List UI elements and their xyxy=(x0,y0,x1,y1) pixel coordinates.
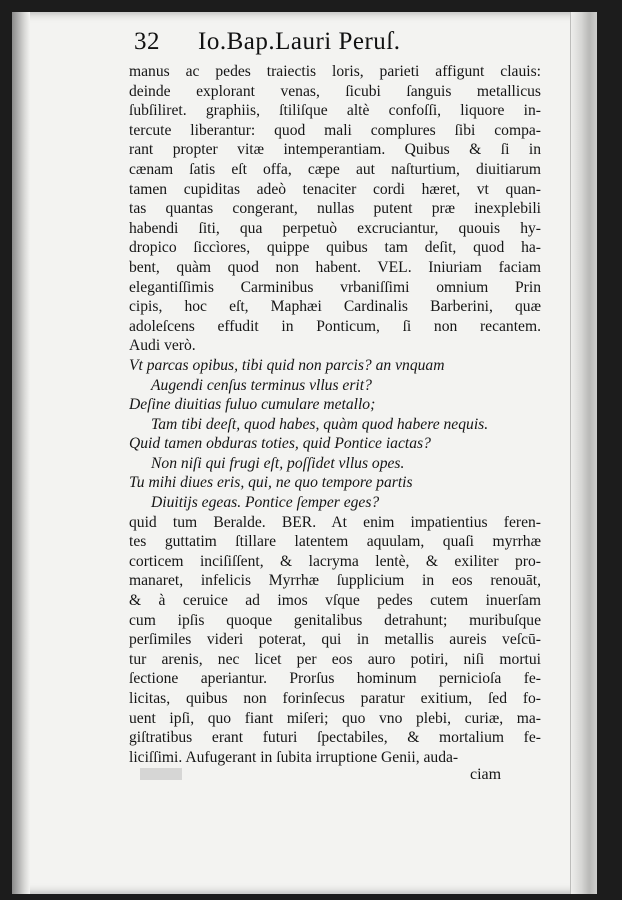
text-line: dropico ſiccìores, quippe quibus tam deſit, quod ha- xyxy=(129,239,541,257)
text-line: licitas, quibus non forinſecus paratur exitium, ſed fo- xyxy=(129,690,541,707)
page-header xyxy=(134,28,514,60)
text-line: cipis, hoc eſt, Maphæi Cardinalis Barberini, quæ xyxy=(129,298,541,316)
text-line: giſtratibus erant futuri ſpectabiles, & mortalium fe- xyxy=(129,729,541,747)
text-line: manaret, infelicis Myrrhæ ſupplicium in eos renouāt, xyxy=(129,572,541,590)
text-line: uent ipſi, quo fiant miſeri; quo vno plebi, curiæ, ma- xyxy=(129,709,541,727)
poem-line: Vt parcas opibus, tibi quid non parcis? an vnquam xyxy=(129,356,445,374)
text-line: ſubſiliret. graphiis, ſtiliſque altè confoſſi, liquore in- xyxy=(129,102,541,120)
text-line: quid tum Beralde. BER. At enim impatientius feren- xyxy=(129,513,541,531)
poem-line: Deſine diuitias fuluo cumulare metallo; xyxy=(129,396,376,414)
text-line: liciſſimi. Aufugerant in ſubita irruptione Genii, auda- xyxy=(129,748,459,766)
poem-line: Non niſi qui frugi eſt, poſſidet vllus opes. xyxy=(151,454,405,472)
text-line: habendi ſiti, qua perpetuò excruciantur, quouis hy- xyxy=(129,219,541,237)
text-line: corticem inciſiſſent, & lacryma lentè, & exiliter pro- xyxy=(129,552,541,570)
text-line: tes guttatim ſtillare latentem aquulam, quaſi myrrhæ xyxy=(129,533,541,551)
text-line: cum ipſis quoque genitalibus detrahunt; muribuſque xyxy=(129,611,541,629)
page-gutter-shadow xyxy=(12,12,30,894)
text-line: perſimiles videri poterat, qui in metallis aureis veſcū- xyxy=(129,631,541,649)
poem-line: Diuitijs egeas. Pontice ſemper eges? xyxy=(151,494,380,512)
text-line: deinde explorant venas, ſicubi ſanguis metallicus xyxy=(129,82,541,100)
page-number: 32 xyxy=(134,28,160,55)
text-line: tas quantas congerant, nullas putent præ inexplebili xyxy=(129,200,541,218)
poem-line: Tam tibi deeſt, quod habes, quàm quod habere nequis. xyxy=(151,415,489,433)
text-line: rant propter vitæ intemperantiam. Quibus & ſi in xyxy=(129,141,541,159)
text-line: cænam ſatis eſt offa, cæpe aut naſturtium, diuitiarum xyxy=(129,160,541,178)
text-line: tur arenis, nec licet per eos auro potiri, niſi mortui xyxy=(129,650,541,668)
text-line: tamen cupiditas adeò tenaciter cordi hæret, vt quan- xyxy=(129,180,541,198)
page-edge xyxy=(570,12,597,894)
text-line: adoleſcens effudit in Ponticum, ſi non recantem. xyxy=(129,317,541,335)
text-line: elegantiſſimis Carminibus vrbaniſſimi omnium Prin xyxy=(129,278,541,296)
text-line: Audi verò. xyxy=(129,337,196,355)
poem-line: Quid tamen obduras toties, quid Pontice iactas? xyxy=(129,435,431,453)
text-line: ſectione aperiantur. Prorſus hominum pernicioſa fe- xyxy=(129,670,541,688)
catchword: ciam xyxy=(470,766,502,783)
poem-line: Augendi cenſus terminus vllus erit? xyxy=(151,376,372,394)
text-line: tercute liberantur: quod mali complures ſibi compa- xyxy=(129,121,541,139)
page-body xyxy=(129,62,541,767)
text-line: bent, quàm quod non habent. VEL. Iniuriam faciam xyxy=(129,258,541,276)
poem-line: Tu mihi diues eris, qui, ne quo tempore partis xyxy=(129,474,413,492)
running-title: Io.Bap.Lauri Peruſ. xyxy=(198,28,401,55)
text-line: & à ceruice ad imos vſque pedes cutem inuerſam xyxy=(129,592,541,610)
ink-smudge xyxy=(140,768,182,780)
text-line: manus ac pedes traiectis loris, parieti affigunt clauis: xyxy=(129,63,541,80)
